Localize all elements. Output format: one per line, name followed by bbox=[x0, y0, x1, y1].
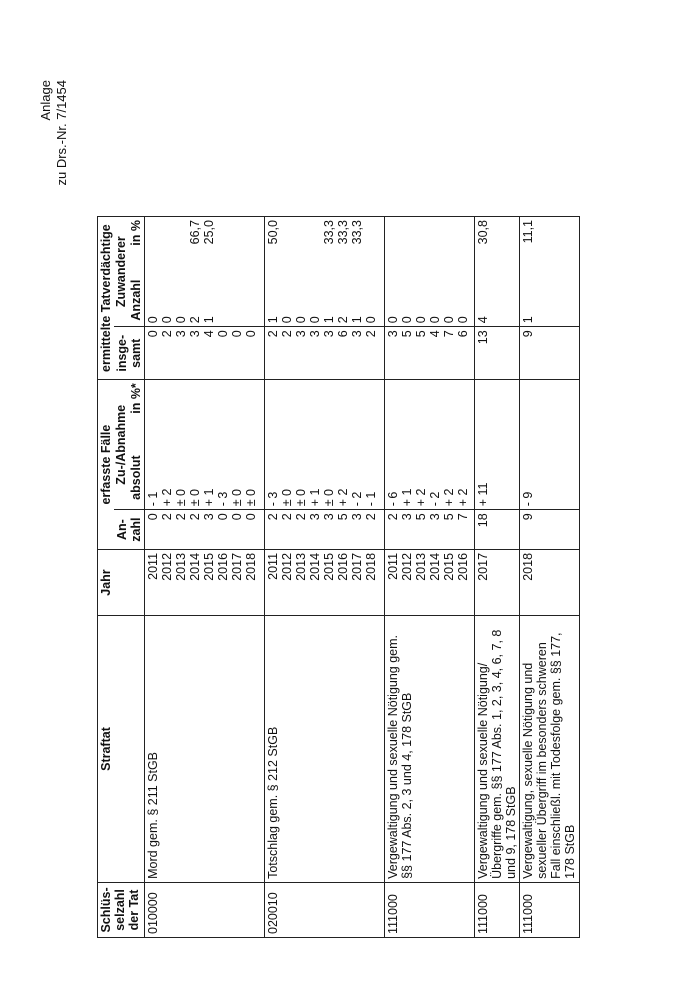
cell-value: - 2 bbox=[350, 491, 364, 507]
cell-value bbox=[146, 383, 160, 443]
cell-value: 2 bbox=[336, 316, 350, 324]
cell-key: 111000 bbox=[520, 882, 580, 937]
cell-prozent bbox=[265, 380, 385, 446]
cell-value: 2012 bbox=[160, 552, 174, 581]
cell-value: 2016 bbox=[456, 552, 470, 581]
cell-value: 3 bbox=[428, 513, 442, 521]
crime-statistics-table bbox=[97, 216, 580, 938]
cell-value bbox=[146, 220, 160, 271]
cell-value: 50,0 bbox=[266, 220, 280, 245]
cell-value: 2014 bbox=[188, 552, 202, 581]
cell-value bbox=[428, 220, 442, 271]
table-row bbox=[520, 217, 580, 938]
cell-value: 2011 bbox=[386, 552, 400, 580]
cell-value bbox=[216, 220, 230, 271]
cell-value: ± 0 bbox=[322, 489, 336, 507]
cell-value: 0 bbox=[244, 330, 258, 338]
cell-value: 0 bbox=[294, 316, 308, 324]
cell-value: 3 bbox=[174, 330, 188, 338]
cell-jahre bbox=[145, 549, 265, 615]
cell-value: 2 bbox=[266, 330, 280, 338]
cell-value bbox=[364, 383, 378, 443]
table-body bbox=[145, 217, 580, 938]
cell-value: 0 bbox=[230, 330, 244, 338]
cell-value bbox=[244, 277, 258, 323]
cell-value: 7 bbox=[456, 513, 470, 521]
cell-value: 5 bbox=[336, 513, 350, 521]
cell-value: - 1 bbox=[364, 491, 378, 507]
cell-straftat: Totschlag gem. § 212 StGB bbox=[265, 616, 385, 883]
cell-straftat: Mord gem. § 211 StGB bbox=[145, 616, 265, 883]
cell-value: 3 bbox=[350, 513, 364, 521]
cell-value: 4 bbox=[202, 330, 216, 338]
cell-value: ± 0 bbox=[174, 489, 188, 507]
cell-value: 0 bbox=[160, 316, 174, 324]
cell-insgesamt bbox=[475, 327, 520, 380]
cell-value: 5 bbox=[414, 513, 428, 521]
cell-value: 1 bbox=[521, 316, 535, 324]
header-zprozent: in % bbox=[128, 217, 145, 274]
cell-value bbox=[244, 383, 258, 443]
cell-absolut bbox=[520, 446, 580, 510]
cell-value bbox=[350, 383, 364, 443]
cell-absolut bbox=[265, 446, 385, 510]
cell-value: 2 bbox=[188, 316, 202, 324]
cell-value: 2013 bbox=[294, 552, 308, 581]
table-row bbox=[385, 217, 475, 938]
cell-value: 2016 bbox=[336, 552, 350, 581]
cell-value bbox=[414, 383, 428, 443]
cell-value: 0 bbox=[216, 330, 230, 338]
cell-zprozent bbox=[145, 217, 265, 274]
cell-value: 2017 bbox=[350, 552, 364, 581]
cell-zprozent bbox=[475, 217, 520, 274]
cell-value: 0 bbox=[146, 513, 160, 521]
cell-value: 3 bbox=[308, 330, 322, 338]
cell-prozent bbox=[385, 380, 475, 446]
cell-value: 0 bbox=[146, 316, 160, 324]
header-zanzahl: Anzahl bbox=[128, 274, 145, 327]
cell-value bbox=[174, 383, 188, 443]
cell-straftat: Vergewaltigung, sexuelle Nötigung und sexueller Übergriff im besonders schweren Fall einschließl. mit Todesfolge gem. §§ 177, 178 StGB bbox=[520, 616, 580, 883]
header-anzahl: An- zahl bbox=[114, 510, 145, 550]
cell-prozent bbox=[475, 380, 520, 446]
cell-value: 2013 bbox=[174, 552, 188, 581]
cell-value: 2015 bbox=[202, 552, 216, 581]
cell-jahre bbox=[475, 549, 520, 615]
cell-value: + 1 bbox=[400, 488, 414, 507]
cell-value: 2016 bbox=[216, 552, 230, 581]
cell-value bbox=[280, 220, 294, 271]
cell-value: 9 bbox=[521, 330, 535, 338]
cell-value: ± 0 bbox=[244, 489, 258, 507]
cell-value bbox=[364, 220, 378, 271]
cell-value: - 1 bbox=[146, 491, 160, 507]
cell-value: 0 bbox=[280, 316, 294, 324]
cell-value bbox=[174, 220, 188, 271]
cell-value: - 2 bbox=[428, 491, 442, 507]
cell-anzahl bbox=[265, 510, 385, 550]
cell-value: 2014 bbox=[428, 552, 442, 581]
cell-key: 020010 bbox=[265, 882, 385, 937]
cell-value: 2 bbox=[280, 513, 294, 521]
cell-value: 2 bbox=[386, 513, 400, 521]
cell-value: 0 bbox=[442, 316, 456, 324]
table-row bbox=[265, 217, 385, 938]
cell-value bbox=[386, 220, 400, 271]
cell-value: 1 bbox=[350, 316, 364, 324]
cell-value: 0 bbox=[400, 316, 414, 324]
cell-value: 2012 bbox=[400, 552, 414, 581]
cell-anzahl bbox=[475, 510, 520, 550]
cell-straftat: Vergewaltigung und sexuelle Nötigung/Übergriffe gem. §§ 177 Abs. 1, 2, 3, 4, 6, 7, 8 und 9, 178 StGB bbox=[475, 616, 520, 883]
cell-value: 0 bbox=[174, 316, 188, 324]
cell-value: 7 bbox=[442, 330, 456, 338]
cell-value: 2 bbox=[280, 330, 294, 338]
cell-value: 5 bbox=[400, 330, 414, 338]
cell-value: 2011 bbox=[266, 552, 280, 580]
header-key: Schlüs- selzahl der Tat bbox=[98, 882, 145, 937]
cell-value bbox=[160, 220, 174, 271]
cell-value: 3 bbox=[322, 330, 336, 338]
cell-zanzahl bbox=[520, 274, 580, 327]
header-absolut: absolut bbox=[128, 446, 145, 510]
cell-anzahl bbox=[145, 510, 265, 550]
attachment-label bbox=[38, 80, 76, 240]
cell-value: 2017 bbox=[476, 552, 490, 581]
cell-value: 0 bbox=[308, 316, 322, 324]
cell-insgesamt bbox=[265, 327, 385, 380]
cell-value bbox=[188, 383, 202, 443]
cell-value: 0 bbox=[456, 316, 470, 324]
cell-value: 2 bbox=[188, 513, 202, 521]
cell-value: 1 bbox=[322, 316, 336, 324]
cell-value: 13 bbox=[476, 330, 490, 345]
cell-anzahl bbox=[385, 510, 475, 550]
cell-key: 010000 bbox=[145, 882, 265, 937]
cell-value: 3 bbox=[350, 330, 364, 338]
cell-value: ± 0 bbox=[280, 489, 294, 507]
cell-value: 1 bbox=[266, 316, 280, 324]
cell-value: 2017 bbox=[230, 552, 244, 581]
cell-value: 0 bbox=[146, 330, 160, 338]
cell-prozent bbox=[145, 380, 265, 446]
cell-value: - 6 bbox=[386, 491, 400, 507]
header-ermittelte: ermittelte Tatverdächtige bbox=[98, 217, 115, 380]
cell-value: 33,3 bbox=[336, 220, 350, 245]
cell-anzahl bbox=[520, 510, 580, 550]
cell-absolut bbox=[385, 446, 475, 510]
cell-jahre bbox=[265, 549, 385, 615]
cell-value bbox=[230, 277, 244, 323]
cell-insgesamt bbox=[385, 327, 475, 380]
cell-value: ± 0 bbox=[294, 489, 308, 507]
cell-value: 0 bbox=[414, 316, 428, 324]
header-erfasste-faelle: erfasste Fälle bbox=[98, 380, 115, 550]
cell-value: 30,8 bbox=[476, 220, 490, 245]
table-row bbox=[475, 217, 520, 938]
cell-value bbox=[202, 383, 216, 443]
cell-value: 4 bbox=[428, 330, 442, 338]
cell-value: 33,3 bbox=[322, 220, 336, 245]
cell-value bbox=[414, 220, 428, 271]
cell-value bbox=[456, 220, 470, 271]
cell-value: 2013 bbox=[414, 552, 428, 581]
table-row bbox=[145, 217, 265, 938]
cell-value bbox=[456, 383, 470, 443]
header-straftat: Straftat bbox=[98, 616, 145, 883]
cell-value bbox=[308, 220, 322, 271]
cell-value: 0 bbox=[386, 316, 400, 324]
cell-value: + 1 bbox=[308, 488, 322, 507]
cell-value: + 2 bbox=[442, 488, 456, 507]
cell-value: ± 0 bbox=[188, 489, 202, 507]
cell-value bbox=[442, 220, 456, 271]
cell-value: 5 bbox=[442, 513, 456, 521]
cell-value: 2 bbox=[266, 513, 280, 521]
header-prozent: in %* bbox=[128, 380, 145, 446]
cell-value: 2015 bbox=[442, 552, 456, 581]
cell-value: 3 bbox=[386, 330, 400, 338]
cell-value: + 1 bbox=[202, 488, 216, 507]
cell-value bbox=[266, 383, 280, 443]
cell-value: 2018 bbox=[364, 552, 378, 581]
cell-value: + 11 bbox=[476, 482, 490, 507]
cell-absolut bbox=[145, 446, 265, 510]
cell-insgesamt bbox=[145, 327, 265, 380]
header-zuab: Zu-/Abnahme bbox=[114, 380, 128, 510]
cell-value: 6 bbox=[336, 330, 350, 338]
cell-value: 2018 bbox=[244, 552, 258, 581]
cell-value bbox=[400, 220, 414, 271]
cell-value bbox=[521, 383, 535, 443]
cell-value: 3 bbox=[400, 513, 414, 521]
statistics-table-rotated bbox=[97, 216, 603, 938]
cell-jahre bbox=[520, 549, 580, 615]
cell-value: 2 bbox=[160, 513, 174, 521]
cell-prozent bbox=[520, 380, 580, 446]
cell-value: 1 bbox=[202, 316, 216, 324]
cell-value: 3 bbox=[322, 513, 336, 521]
cell-value: + 2 bbox=[160, 488, 174, 507]
cell-value: 5 bbox=[414, 330, 428, 338]
cell-value: + 2 bbox=[456, 488, 470, 507]
cell-value bbox=[230, 383, 244, 443]
cell-value: 0 bbox=[230, 513, 244, 521]
cell-value bbox=[244, 220, 258, 271]
cell-value bbox=[442, 383, 456, 443]
cell-value: 9 bbox=[521, 513, 535, 521]
cell-value: 3 bbox=[202, 513, 216, 521]
cell-value: 2012 bbox=[280, 552, 294, 581]
cell-value: 0 bbox=[216, 513, 230, 521]
cell-value bbox=[336, 383, 350, 443]
cell-value: 2015 bbox=[322, 552, 336, 581]
cell-value bbox=[386, 383, 400, 443]
cell-value: 0 bbox=[244, 513, 258, 521]
cell-value bbox=[322, 383, 336, 443]
cell-value: 2 bbox=[160, 330, 174, 338]
cell-zprozent bbox=[385, 217, 475, 274]
cell-value: - 3 bbox=[216, 491, 230, 507]
cell-value bbox=[476, 383, 490, 443]
cell-value: 2 bbox=[364, 330, 378, 338]
cell-value: 3 bbox=[188, 330, 202, 338]
cell-zanzahl bbox=[475, 274, 520, 327]
cell-value bbox=[294, 220, 308, 271]
cell-value bbox=[428, 383, 442, 443]
cell-absolut bbox=[475, 446, 520, 510]
cell-value: + 2 bbox=[414, 488, 428, 507]
cell-value bbox=[216, 277, 230, 323]
cell-value bbox=[230, 220, 244, 271]
cell-value: 3 bbox=[308, 513, 322, 521]
cell-value: 2014 bbox=[308, 552, 322, 581]
cell-value bbox=[160, 383, 174, 443]
cell-value bbox=[280, 383, 294, 443]
cell-value bbox=[216, 383, 230, 443]
cell-value: ± 0 bbox=[230, 489, 244, 507]
cell-value bbox=[308, 383, 322, 443]
cell-value: 2 bbox=[174, 513, 188, 521]
cell-value: 2 bbox=[364, 513, 378, 521]
header-jahr: Jahr bbox=[98, 549, 145, 615]
header-zuwanderer: Zuwanderer bbox=[114, 217, 128, 327]
cell-value: 11,1 bbox=[521, 220, 535, 244]
attachment-line-2: zu Drs.-Nr. 7/1454 bbox=[54, 80, 69, 186]
cell-insgesamt bbox=[520, 327, 580, 380]
cell-key: 111000 bbox=[475, 882, 520, 937]
header-insgesamt: insge- samt bbox=[114, 327, 145, 380]
cell-zprozent bbox=[520, 217, 580, 274]
cell-zanzahl bbox=[145, 274, 265, 327]
cell-value: 33,3 bbox=[350, 220, 364, 245]
cell-value: 6 bbox=[456, 330, 470, 338]
cell-zprozent bbox=[265, 217, 385, 274]
cell-value bbox=[294, 383, 308, 443]
cell-value bbox=[400, 383, 414, 443]
cell-value: 3 bbox=[294, 330, 308, 338]
cell-value: 4 bbox=[476, 316, 490, 324]
cell-zanzahl bbox=[265, 274, 385, 327]
cell-key: 111000 bbox=[385, 882, 475, 937]
cell-zanzahl bbox=[385, 274, 475, 327]
cell-straftat: Vergewaltigung und sexuelle Nötigung gem. §§ 177 Abs. 2, 3 und 4, 178 StGB bbox=[385, 616, 475, 883]
cell-value: 0 bbox=[364, 316, 378, 324]
cell-value: + 2 bbox=[336, 488, 350, 507]
cell-value: 18 bbox=[476, 513, 490, 528]
cell-value: 2011 bbox=[146, 552, 160, 580]
cell-value: 2018 bbox=[521, 552, 535, 581]
cell-value: 25,0 bbox=[202, 220, 216, 245]
cell-value: 2 bbox=[294, 513, 308, 521]
cell-value: 0 bbox=[428, 316, 442, 324]
attachment-line-1: Anlage bbox=[38, 80, 53, 121]
cell-value: - 9 bbox=[521, 491, 535, 507]
cell-value: 66,7 bbox=[188, 220, 202, 245]
cell-jahre bbox=[385, 549, 475, 615]
cell-value: - 3 bbox=[266, 491, 280, 507]
